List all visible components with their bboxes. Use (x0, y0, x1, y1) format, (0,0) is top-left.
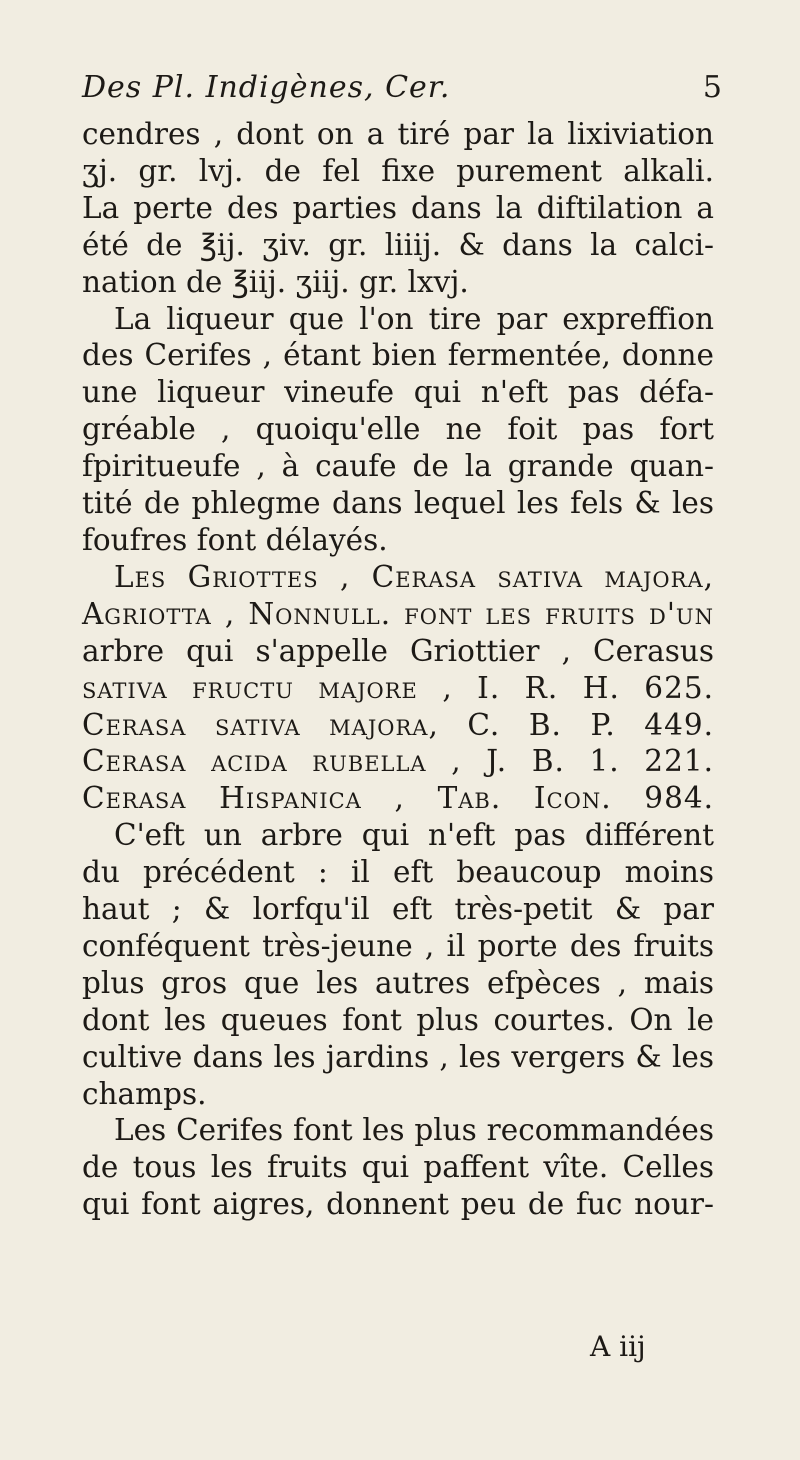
text-line: C'eft un arbre qui n'eft pas différent (114, 818, 714, 853)
text-line: haut ; & lorfqu'il eft très-petit & par (82, 892, 714, 927)
text-line: La perte des parties dans la diftilation a (82, 190, 714, 225)
text-line: foufres font délayés. (82, 522, 388, 557)
text-line: champs. (82, 1076, 207, 1111)
text-line: Cerasa Hispanica , Tab. Icon. 984. (82, 781, 714, 816)
text-line: cultive dans les jardins , les vergers & les (82, 1039, 714, 1074)
text-line: des Cerifes , étant bien fermentée, donne (82, 338, 714, 373)
text-line: Agriotta , Nonnull. font les fruits d'un (82, 596, 714, 631)
text-line: arbre qui s'appelle Griottier , Cerasus (82, 633, 714, 668)
page-number: 5 (702, 70, 722, 105)
text-line: fpiritueufe , à caufe de la grande quan- (82, 449, 714, 484)
text-line: qui font aigres, donnent peu de fuc nour- (82, 1187, 714, 1222)
signature-mark: A iij (590, 1330, 646, 1363)
text-line: dont les queues font plus courtes. On le (82, 1002, 714, 1037)
text-line: conféquent très-jeune , il porte des fruits (82, 928, 714, 963)
text-line: gréable , quoiqu'elle ne foit pas fort (82, 412, 714, 447)
text-line: une liqueur vineufe qui n'eft pas défa- (82, 375, 714, 410)
text-line: Les Griottes , Cerasa sativa majora, (114, 559, 714, 594)
text-line: sativa fructu majore , I. R. H. 625. (82, 670, 714, 705)
body-text (82, 116, 714, 1223)
running-head: Des Pl. Indigènes, Cer. (82, 70, 451, 105)
text-line: plus gros que les autres efpèces , mais (82, 965, 714, 1000)
page-header (82, 70, 722, 110)
text-line: ʒj. gr. lvj. de fel fixe purement alkali. (82, 153, 714, 188)
text-line: Cerasa sativa majora, C. B. P. 449. (82, 707, 714, 742)
text-line: du précédent : il eft beaucoup moins (82, 855, 714, 890)
text-line: tité de phlegme dans lequel les fels & les (82, 486, 714, 521)
text-line: Les Cerifes font les plus recommandées (114, 1113, 714, 1148)
text-line: nation de ℥iij. ʒiij. gr. lxvj. (82, 264, 469, 299)
text-line: cendres , dont on a tiré par la lixiviation (82, 117, 714, 151)
text-line: de tous les fruits qui paffent vîte. Celles (82, 1150, 714, 1185)
text-line: La liqueur que l'on tire par expreffion (114, 301, 714, 336)
text-line: Cerasa acida rubella , J. B. 1. 221. (82, 744, 714, 779)
text-line: été de ℥ij. ʒiv. gr. liiij. & dans la calci- (82, 227, 714, 262)
